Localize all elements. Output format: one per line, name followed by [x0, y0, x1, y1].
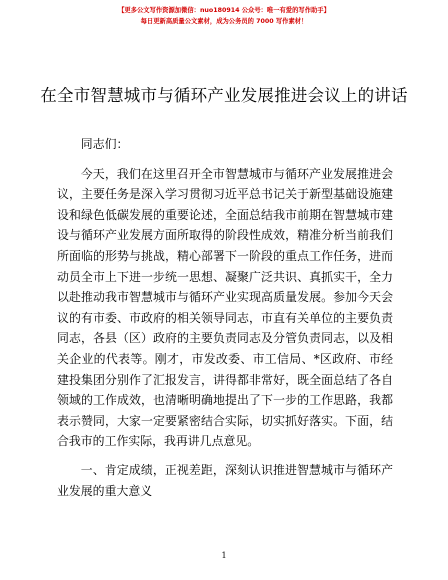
- promo-banner-line-1: 【更多公文写作资源加微信：nuo180914 公众号：唯一有爱的写作助手】: [118, 7, 330, 14]
- section-heading: 一、肯定成绩，正视差距，深刻认识推进智慧城市与循环产业发展的重大意义: [57, 462, 393, 498]
- body-paragraph: 今天，我们在这里召开全市智慧城市与循环产业发展推进会议，主要任务是深入学习贯彻习近平总书记关于新型基础设施建设和绿色低碳发展的重要论述，全面总结我市前期在智慧城市建设与循环产业发展方面所取得的阶段性成效，精准分析当前我们所面临的形势与挑战，精心部署下一阶段的重点工作任务，进而动员全市上下进一步统一思想、凝聚广泛共识、真抓实干，全力以赴推动我市智慧城市与循环产业实现高质量发展。参加今天会议的有市委、市政府的相关领导同志，市直有关单位的主要负责同志，各县（区）政府的主要负责同志及分管负责同志，以及相关企业的代表等。刚才，市发改委、市工信局、*区政府、市经建投集团分别作了汇报发言，讲得都非常好，既全面总结了各自领域的工作成效，也清晰明确地提出了下一步的工作思路，我都表示赞同，大家一定要紧密结合实际，切实抓好落实。下面，结合我市的工作实际，我再讲几点意见。: [57, 166, 393, 449]
- document-title: 在全市智慧城市与循环产业发展推进会议上的讲话: [40, 86, 408, 105]
- document-body: [57, 134, 393, 501]
- page-number: 1: [221, 551, 227, 560]
- promo-banner-line-2: 每日更新高质量公文素材，成为公务员的 7000 写作素材！: [140, 18, 308, 25]
- salutation: 同志们：: [80, 137, 129, 151]
- promo-banner: [0, 5, 448, 27]
